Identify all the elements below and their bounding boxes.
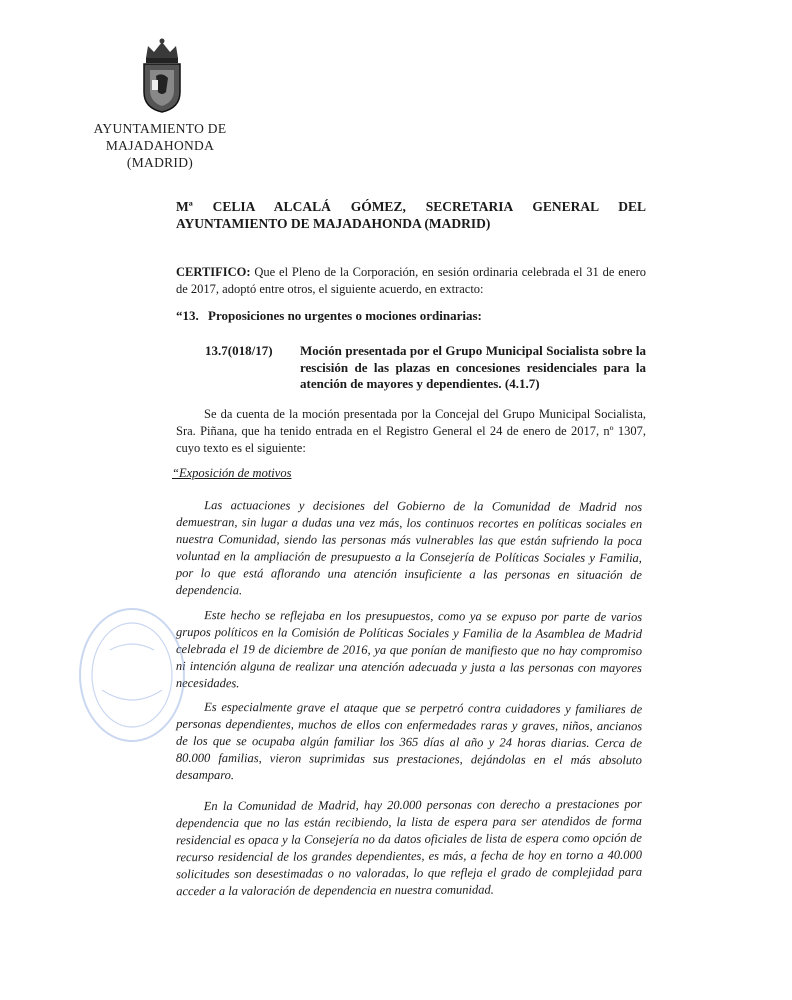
body-paragraph-4: En la Comunidad de Madrid, hay 20.000 personas con derecho a prestaciones por dependencia que no las están recibiendo, la lista de espera para ser atendidos de forma residencial es opaca y la Consejería no da datos oficiales de lista de espera como opción de recurso residencial de los grandes dependientes, es más, a fecha de hoy en torno a 40.000 solicitudes son desestimadas o no valoradas, lo que refleja el grado de complejidad para acceder a la valoración de dependencia en nuestra comunidad.	[175, 796, 643, 899]
body-paragraph-2: Este hecho se reflejaba en los presupuestos, como ya se expuso por parte de varios grupos políticos en la Comisión de Políticas Sociales y Familia de la Asamblea de Madrid celebrada el 19 de diciembre de 2016, ya que ponían de manifiesto que no hay compromiso ni intención alguna de realizar una atención adecuada y justa a las personas con mayores necesidades.	[175, 608, 643, 691]
motion-number: 13.7(018/17)	[205, 343, 273, 358]
document-title-line-1: Mª CELIA ALCALÁ GÓMEZ, SECRETARIA GENERAL DEL	[176, 199, 646, 214]
certifico-text: Que el Pleno de la Corporación, en sesión ordinaria celebrada el 31 de enero de 2017, adoptó entre otros, el siguiente acuerdo, en extracto:	[176, 265, 646, 296]
coat-of-arms-logo	[136, 36, 188, 114]
motion-intro-paragraph: Se da cuenta de la moción presentada por la Concejal del Grupo Municipal Socialista, Sra. Piñana, que ha tenido entrada en el Registro General el 24 de enero de 2017, nº 1307, cuyo texto es el siguiente:	[176, 407, 646, 455]
agenda-item	[176, 308, 646, 324]
motion-title: Moción presentada por el Grupo Municipal Socialista sobre la rescisión de las plazas en concesiones residenciales para la atención de mayores y dependientes. (4.1.7)	[300, 343, 646, 391]
body-paragraph-1: Las actuaciones y decisiones del Gobierno de la Comunidad de Madrid nos demuestran, sin lugar a dudas una vez más, los continuos recortes en políticas sociales en nuestra Comunidad, siendo las personas más vulnerables las que están sufriendo la poca voluntad en la ampliación de presupuesto a la Consejería de Políticas Sociales y Familia, por lo que está aflorando una atención insuficiente a las personas en situación de dependencia.	[175, 498, 643, 598]
exposicion-heading: “Exposición de motivos	[172, 466, 292, 480]
body-paragraph-3: Es especialmente grave el ataque que se perpetró contra cuidadores y familiares de personas dependientes, muchos de ellos con enfermedades raras y graves, niños, ancianos de los que se ocupaba algún familiar los 365 días al año y 24 horas diarias. Cerca de 80.000 familias, vieron suprimidas sus prestaciones, dejándolas en el más absoluto desamparo.	[175, 699, 643, 783]
official-stamp-seal	[72, 600, 192, 750]
org-line-3: (MADRID)	[126, 155, 194, 170]
org-line-2: MAJADAHONDA	[105, 138, 215, 153]
agenda-item-number: “13.	[176, 308, 199, 323]
org-line-1: AYUNTAMIENTO DE	[93, 121, 227, 136]
certification-paragraph	[176, 264, 646, 298]
document-title-line-2: AYUNTAMIENTO DE MAJADAHONDA (MADRID)	[176, 216, 491, 231]
agenda-item-title: Proposiciones no urgentes o mociones ordinarias:	[208, 308, 482, 323]
certifico-label: CERTIFICO:	[176, 265, 251, 279]
organization-header	[60, 120, 260, 171]
